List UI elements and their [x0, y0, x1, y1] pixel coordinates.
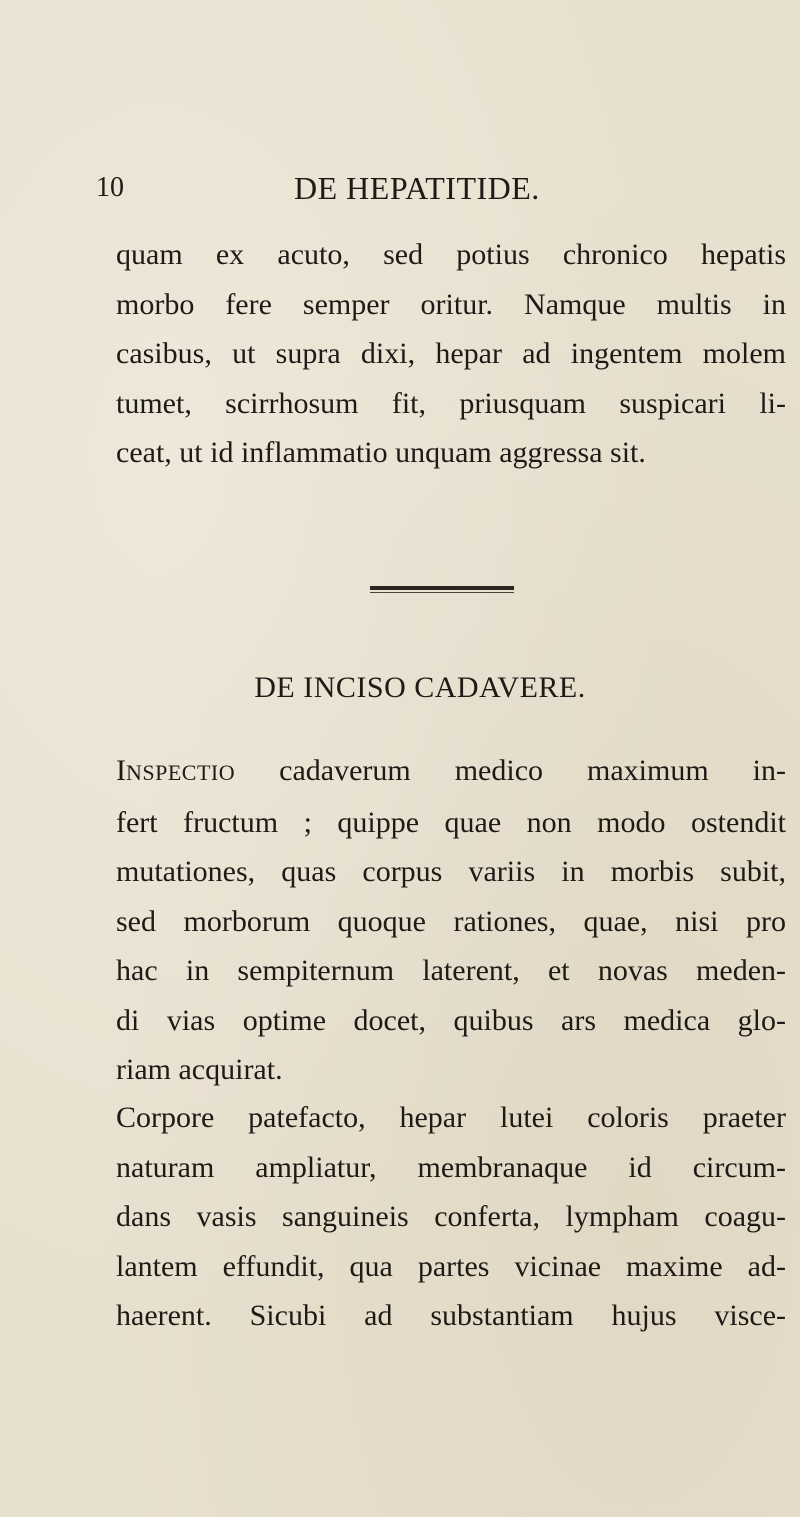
text-line: lantem effundit, qua partes vicinae maxime ad- [116, 1249, 786, 1283]
text-line: quam ex acuto, sed potius chronico hepatis [116, 238, 786, 271]
text-line: riam acquirat. [116, 1053, 283, 1086]
text-line: Corpore patefacto, hepar lutei coloris praeter [116, 1101, 786, 1134]
text-line: sed morborum quoque rationes, quae, nisi pro [116, 904, 786, 938]
text-line: hac in sempiternum laterent, et novas meden- [116, 954, 786, 987]
paragraph-1 [116, 230, 786, 478]
text-line: dans vasis sanguineis conferta, lympham coagu- [116, 1200, 786, 1233]
text-line: haerent. Sicubi ad substantiam hujus visce- [116, 1299, 786, 1332]
text-line: tumet, scirrhosum fit, priusquam suspicari li- [116, 386, 786, 420]
page-header [96, 168, 736, 208]
running-head: DE HEPATITIDE. [294, 170, 540, 206]
small-caps-rest: NSPECTIO [126, 760, 236, 785]
text-line: casibus, ut supra dixi, hepar ad ingentem molem [116, 337, 786, 370]
section-heading-text: DE INCISO CADAVERE. [254, 671, 586, 704]
text-line: ceat, ut id inflammatio unquam aggressa sit. [116, 436, 646, 469]
page-number: 10 [96, 172, 124, 203]
text-line: di vias optime docet, quibus ars medica glo- [116, 1003, 786, 1037]
text-line: morbo fere semper oritur. Namque multis in [116, 287, 786, 321]
section-heading [0, 666, 800, 710]
paragraph-3 [116, 1093, 786, 1341]
text-line: fert fructum ; quippe quae non modo ostendit [116, 805, 786, 839]
small-caps-initial: I [116, 754, 126, 787]
text-line: mutationes, quas corpus variis in morbis subit, [116, 855, 786, 888]
text-line: naturam ampliatur, membranaque id circum- [116, 1150, 786, 1184]
paragraph-2 [116, 746, 786, 1095]
section-divider-rule [370, 586, 514, 594]
first-line-rest: cadaverum medico maximum in- [235, 754, 786, 787]
text-line-first [116, 746, 786, 798]
